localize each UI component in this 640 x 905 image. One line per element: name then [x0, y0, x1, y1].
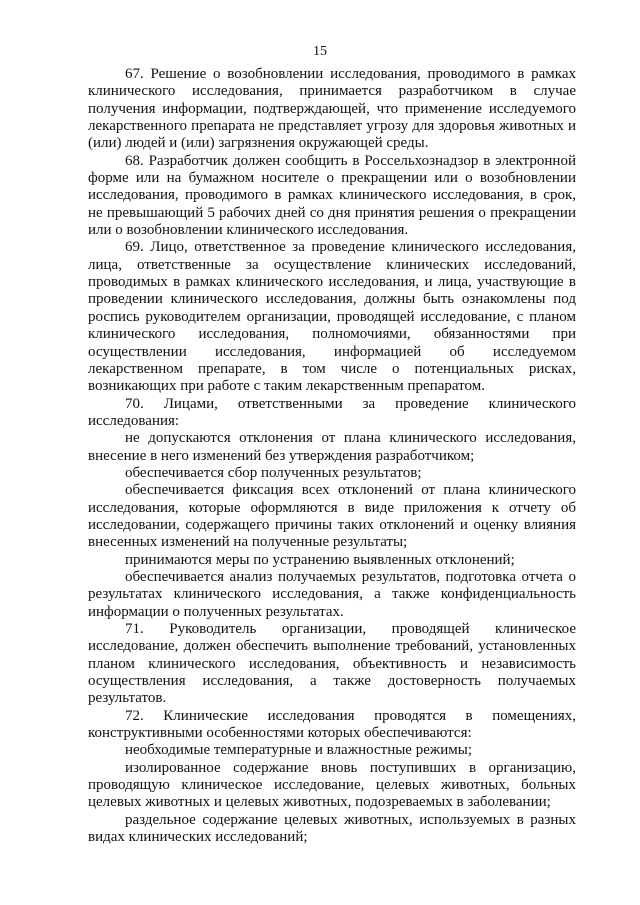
paragraph-70-item-2: обеспечивается сбор полученных результатов; — [125, 464, 422, 481]
paragraph-72-item-1: необходимые температурные и влажностные режимы; — [125, 742, 472, 759]
paragraph-70-item-5: обеспечивается анализ получаемых результатов, подготовка отчета о результатах клинического исследования, а также конфиденциальность информации о полученных результатах. — [88, 568, 576, 620]
document-body — [88, 66, 576, 846]
paragraph-70-item-1: не допускаются отклонения от плана клинического исследования, внесение в него изменений без утверждения разработчиком; — [88, 430, 576, 464]
paragraph-72: 72. Клинические исследования проводятся в помещениях, конструктивными особенностями которых обеспечиваются: — [88, 707, 576, 742]
paragraph-70-item-3: обеспечивается фиксация всех отклонений от плана клинического исследования, которые оформляются в виде приложения к отчету об исследовании, содержащего причины таких отклонений и оценку влияния внесенных изменений на полученные результаты; — [88, 482, 576, 551]
paragraph-70-item-4: принимаются меры по устранению выявленных отклонений; — [125, 551, 515, 568]
paragraph-72-item-2: изолированное содержание вновь поступивших в организацию, проводящую клиническое исследование, целевых животных, больных целевых животных и целевых животных, подозреваемых в заболевании; — [88, 759, 576, 811]
paragraph-67: 67. Решение о возобновлении исследования, проводимого в рамках клинического исследования, принимается разработчиком в случае получения информации, подтверждающей, что применение исследуемого лекарственного препарата не представляет угрозу для здоровья животных и (или) людей и (или) загрязнения окружающей среды. — [88, 66, 576, 152]
paragraph-68: 68. Разработчик должен сообщить в Россельхознадзор в электронной форме или на бумажном носителе о прекращении или о возобновлении исследования, проводимого в рамках клинического исследования, в срок, не превышающий 5 рабочих дней со дня принятия решения о прекращении или о возобновлении клинического исследования. — [88, 152, 576, 239]
paragraph-70: 70. Лицами, ответственными за проведение клинического исследования: — [88, 395, 576, 429]
page-number: 15 — [313, 44, 327, 59]
paragraph-69: 69. Лицо, ответственное за проведение клинического исследования, лица, ответственные за осуществление клинических исследований, проводимых в рамках клинического исследования, и лица, участвующие в проведении клинического исследования, должны быть ознакомлены под роспись руководителем организации, проводящей исследование, с планом клинического исследования, полномочиями, обязанностями при осуществлении исследования, информацией об исследуемом лекарственном препарате, в том числе о потенциальных рисках, возникающих при работе с таким лекарственным препаратом. — [88, 239, 576, 395]
paragraph-71: 71. Руководитель организации, проводящей клиническое исследование, должен обеспечить выполнение требований, установленных планом клинического исследования, объективность и независимость осуществления исследования, а также достоверность получаемых результатов. — [88, 621, 576, 707]
paragraph-72-item-3: раздельное содержание целевых животных, используемых в разных видах клинических исследований; — [88, 811, 576, 846]
